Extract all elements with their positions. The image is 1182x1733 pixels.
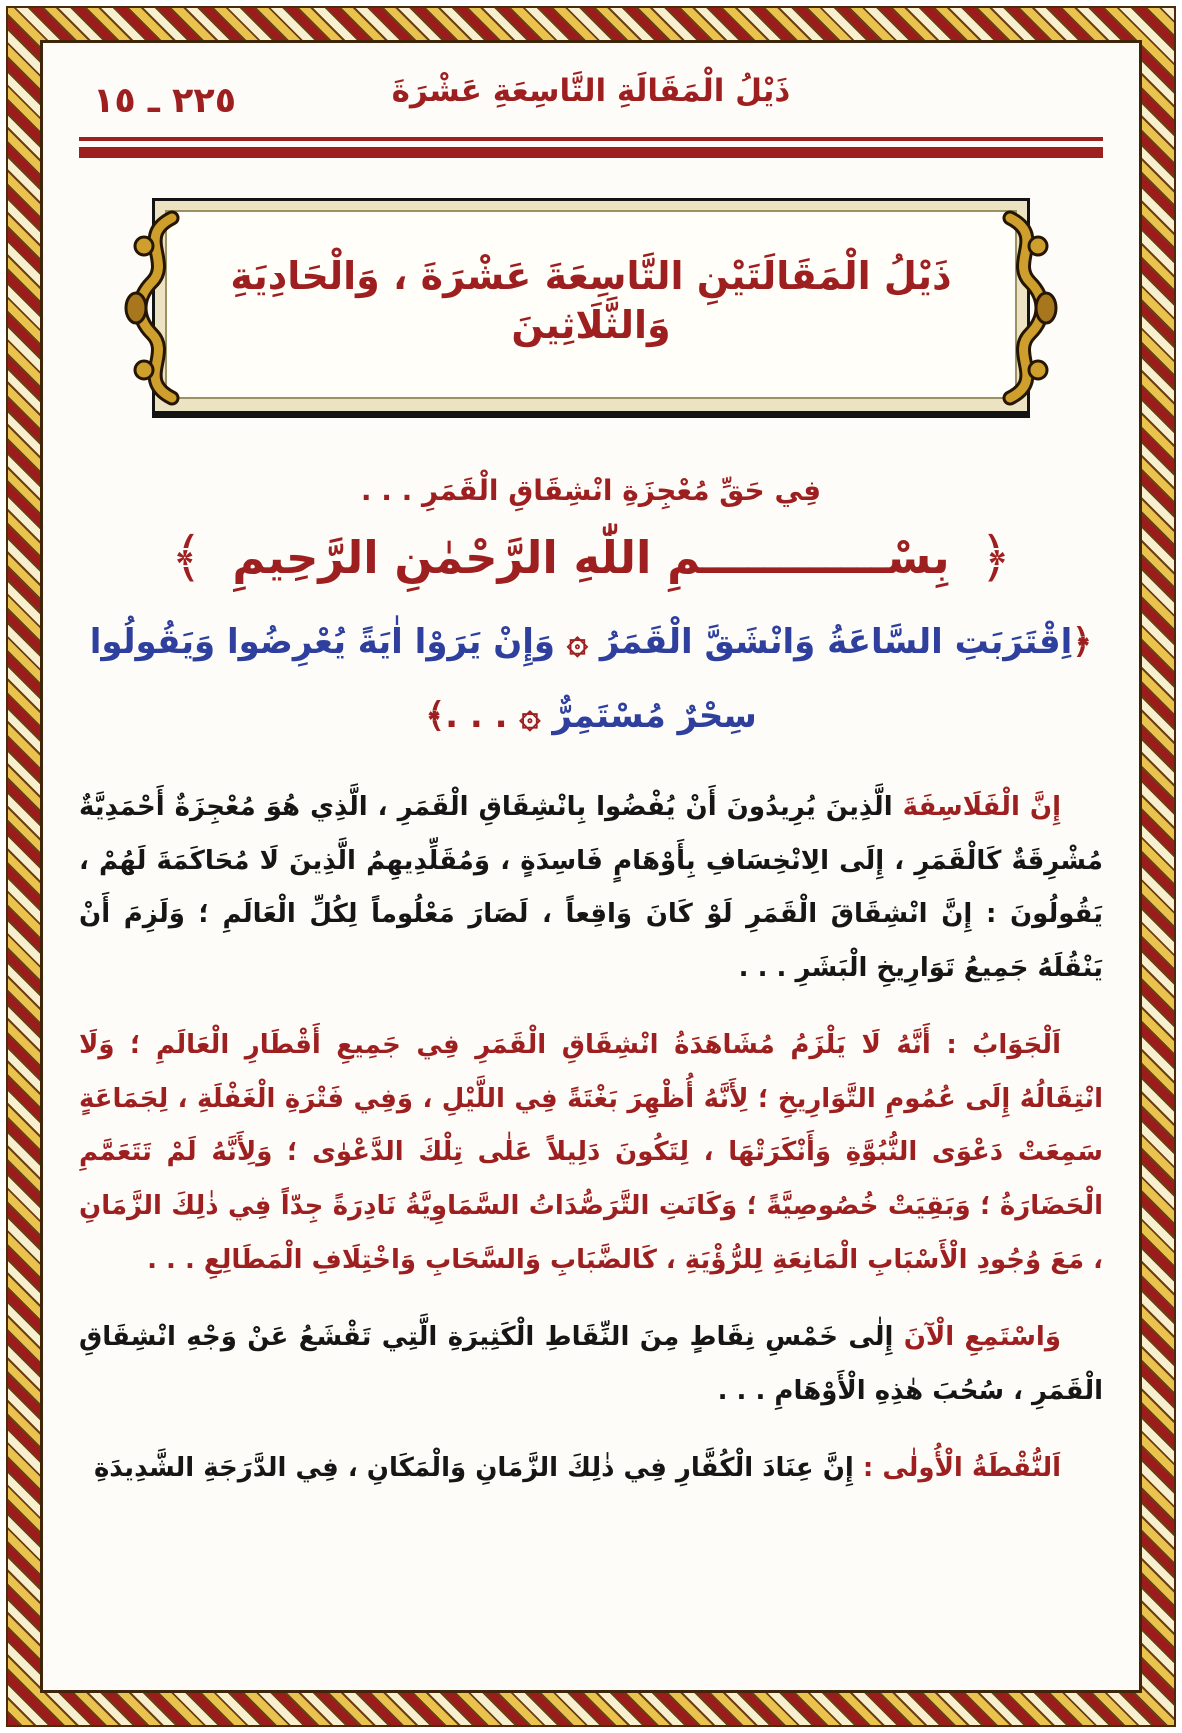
- body-text: [79, 781, 1103, 1496]
- paragraph-philosophers: [79, 781, 1103, 995]
- verse-text-1a: اِقْتَرَبَتِ السَّاعَةُ وَانْشَقَّ الْقَمَرُ: [599, 621, 1073, 662]
- paragraph-listen-now: [79, 1311, 1103, 1418]
- verse-ellipsis: . . .: [445, 695, 508, 736]
- ayah-separator-icon: ۞: [519, 694, 541, 736]
- basmala-text: بِسْــــــــــــمِ اللّٰهِ الرَّحْمٰنِ الرَّحِيمِ: [232, 531, 950, 585]
- paragraph-body: إِنَّ عِنَادَ الْكُفَّارِ فِي ذٰلِكَ الزَّمَانِ وَالْمَكَانِ ، فِي الدَّرَجَةِ الشَّدِيدَةِ: [93, 1453, 854, 1484]
- verse-line-2: [79, 681, 1103, 751]
- title-box-inner: [165, 210, 1017, 399]
- header-rule-thin: [79, 137, 1103, 141]
- page-number: ١٥ ـ ٢٢٥: [93, 81, 237, 121]
- verse-line-1: [79, 607, 1103, 677]
- paragraph-lead: اَلنُّقْطَةُ الْأُولٰى :: [862, 1453, 1061, 1484]
- quran-verse: [79, 607, 1103, 751]
- paragraph-answer: [79, 1019, 1103, 1287]
- paragraph-body: الَّذِينَ يُرِيدُونَ أَنْ يُفْضُوا بِانْشِقَاقِ الْقَمَرِ ، الَّذِي هُوَ مُعْجِزَةٌ أَحْمَدِيَّةٌ مُشْرِقَةٌ كَالْقَمَرِ ، إِلَى الِانْخِسَافِ بِأَوْهَامٍ فَاسِدَةٍ ، وَمُقَلِّدِيهِمُ الَّذِينَ لَا مُحَاكَمَةَ لَهُمْ ، يَقُولُونَ : إِنَّ انْشِقَاقَ الْقَمَرِ لَوْ كَانَ وَاقِعاً ، لَصَارَ مَعْلُوماً لِكُلِّ الْعَالَمِ ؛ وَلَزِمَ أَنْ يَنْقُلَهُ جَمِيعُ تَوَارِيخِ الْبَشَرِ . . .: [79, 792, 1103, 983]
- chapter-title: ذَيْلُ الْمَقَالَتَيْنِ التَّاسِعَةَ عَشْرَةَ ، وَالْحَادِيَةِ وَالثَّلَاثِينَ: [230, 254, 952, 348]
- verse-text-2: سِحْرٌ مُسْتَمِرٌّ: [552, 695, 757, 736]
- ayah-separator-icon: ۞: [566, 620, 588, 662]
- ornate-bracket-right-icon: ﴿: [979, 525, 1012, 589]
- paragraph-body: أَنَّهُ لَا يَلْزَمُ مُشَاهَدَةُ انْشِقَاقِ الْقَمَرِ فِي جَمِيعِ أَقْطَارِ الْعَالَمِ ؛ وَلَا انْتِقَالُهُ إِلَى عُمُومِ التَّوَارِيخِ ؛ لِأَنَّهُ أُظْهِرَ بَغْتَةً فِي اللَّيْلِ ، وَفِي فَتْرَةِ الْغَفْلَةِ ، لِجَمَاعَةٍ سَمِعَتْ دَعْوَى النُّبُوَّةِ وَأَنْكَرَتْهَا ، لِتَكُونَ دَلِيلاً عَلٰى تِلْكَ الدَّعْوٰى ؛ وَلِأَنَّهُ لَمْ تَتَعَمَّمِ الْحَضَارَةُ ؛ وَبَقِيَتْ خُصُوصِيَّةً ؛ وَكَانَتِ التَّرَصُّدَاتُ السَّمَاوِيَّةُ نَادِرَةً جِدّاً فِي ذٰلِكَ الزَّمَانِ ، مَعَ وُجُودِ الْأَسْبَابِ الْمَانِعَةِ لِلرُّؤْيَةِ ، كَالضَّبَابِ وَالسَّحَابِ وَاخْتِلَافِ الْمَطَالِعِ . . .: [79, 1030, 1103, 1275]
- paragraph-first-point: [79, 1442, 1103, 1496]
- paragraph-body: إِلٰى خَمْسِ نِقَاطٍ مِنَ النِّقَاطِ الْكَثِيرَةِ الَّتِي تَقْشَعُ عَنْ وَجْهِ انْشِقَاقِ الْقَمَرِ ، سُحُبَ هٰذِهِ الْأَوْهَامِ . . .: [79, 1322, 1103, 1406]
- basmala: [79, 525, 1103, 589]
- verse-open-bracket-icon: ﴿: [1072, 621, 1093, 662]
- paragraph-lead: وَاسْتَمِعِ الْآنَ: [903, 1322, 1061, 1353]
- title-box-frame: [152, 198, 1030, 418]
- paragraph-lead: اَلْجَوَابُ :: [946, 1030, 1061, 1061]
- verse-close-bracket-icon: ﴾: [425, 695, 446, 736]
- header-rule-thick: [79, 147, 1103, 158]
- verse-text-1b: وَإِنْ يَرَوْا اٰيَةً يُعْرِضُوا وَيَقُولُوا: [89, 621, 556, 662]
- gold-flourish-icon: [998, 210, 1060, 406]
- gold-flourish-icon: [122, 210, 184, 406]
- paragraph-lead: إِنَّ الْفَلَاسِفَةَ: [902, 792, 1061, 823]
- page-header: [79, 65, 1103, 129]
- chapter-title-box: [152, 198, 1030, 418]
- ornate-bracket-left-icon: ﴾: [170, 525, 203, 589]
- chapter-subtitle: فِي حَقِّ مُعْجِزَةِ انْشِقَاقِ الْقَمَرِ . . .: [360, 473, 822, 507]
- running-title: ذَيْلُ الْمَقَالَةِ التَّاسِعَةِ عَشْرَةَ: [391, 73, 791, 109]
- page-sheet: [40, 40, 1142, 1693]
